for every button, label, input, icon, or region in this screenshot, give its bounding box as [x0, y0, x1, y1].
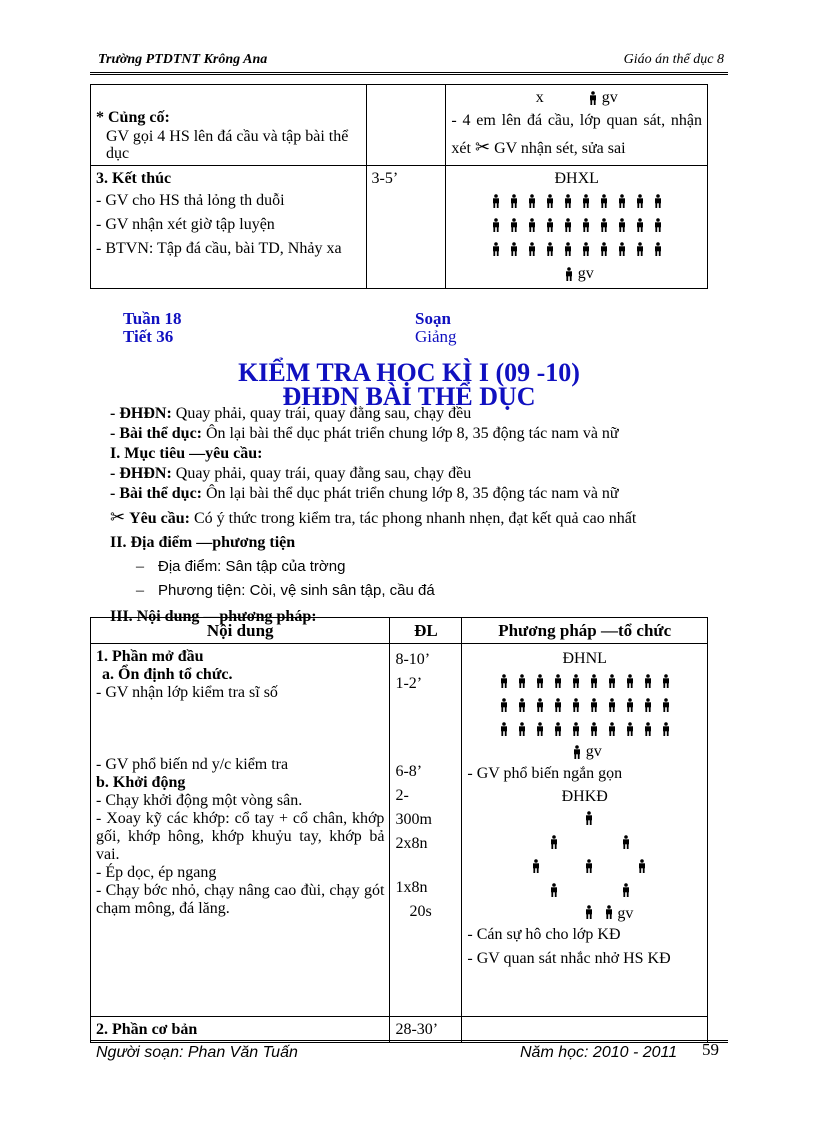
person-icon — [517, 674, 527, 688]
person-icon — [564, 267, 574, 281]
person-icon — [599, 218, 609, 232]
method-text: - 4 em lên đá cầu, lớp quan sát, nhận xét ✂ GV nhận sét, sửa sai — [451, 112, 702, 157]
person-icon — [563, 194, 573, 208]
person-icon — [527, 242, 537, 256]
content-cell — [91, 166, 367, 289]
person-icon — [549, 883, 559, 897]
objectives-title: I. Mục tiêu —yêu cầu: — [110, 445, 263, 462]
content-cell — [91, 85, 367, 166]
formation-label: ĐHXL — [554, 170, 599, 187]
person-icon — [527, 194, 537, 208]
person-icon — [617, 218, 627, 232]
table-header-row — [91, 618, 708, 644]
person-icon — [531, 859, 541, 873]
person-icon — [653, 218, 663, 232]
method-text: - Cán sự hô cho lớp KĐ — [467, 926, 621, 943]
person-icon — [527, 218, 537, 232]
ending-line: - GV nhận xét giờ tập luyện — [96, 216, 275, 233]
page-title: KIỂM TRA HỌC KÌ I (09 -10) — [238, 358, 580, 387]
place-title: II. Địa điểm —phương tiện — [110, 534, 296, 551]
place-item: – Địa điểm: Sân tập của trờng — [136, 558, 346, 575]
person-icon — [563, 218, 573, 232]
main-table — [90, 617, 708, 1043]
person-icon — [589, 722, 599, 736]
formation-row — [467, 669, 702, 693]
gv-label: gv — [577, 265, 594, 282]
content-cell: 1. Phần mở đầu a. Ổn định tổ chức. - GV nhận lớp kiểm tra sĩ số - GV phổ biến nd y/c kiểm tra b. Khởi động - Chạy khởi động một vòng sân. - Xoay kỹ các khớp: cổ tay + cổ chân, khớp gối, khớp hông, khớp khuỷu tay, khớp bả vai. - Ép dọc, ép ngang - Chạy bớc nhỏ, chạy nâng cao đùi, chạy gót chạm mông, đá lăng. — [91, 644, 390, 1017]
person-icon — [491, 194, 501, 208]
footer-divider — [90, 1040, 728, 1043]
formation-row — [451, 213, 702, 237]
person-icon — [617, 242, 627, 256]
teacher-position — [451, 263, 702, 284]
method-cell — [446, 85, 708, 166]
table-row — [91, 1017, 708, 1043]
person-icon — [661, 698, 671, 712]
prepared-label: Soạn — [415, 309, 451, 328]
scissors-icon: ✂ — [474, 137, 491, 157]
person-icon — [635, 194, 645, 208]
person-icon — [517, 698, 527, 712]
method-formation-line — [451, 87, 702, 108]
formation-row — [467, 717, 702, 741]
gv-label: gv — [585, 743, 602, 760]
time-value: 3-5’ — [371, 170, 399, 187]
person-icon — [509, 194, 519, 208]
person-icon — [653, 242, 663, 256]
person-icon — [581, 194, 591, 208]
intro-section: - ĐHĐN: Quay phải, quay trái, quay đằng sau, chạy đều - Bài thể dục: Ôn lại bài thể dục phát triển chung lớp 8, 35 động tác nam và nữ I. Mục tiêu —yêu cầu: - ĐHĐN: Quay phải, quay trái, quay đằng sau, chạy đều - Bài thể dục: Ôn lại bài thể dục phát triển chung lớp 8, 35 động tác nam và nữ ✂ Yêu cầu: Có ý thức trong kiểm tra, tác phong nhanh nhẹn, đạt kết quả cao nhất II. Địa điểm —phương tiện – Địa điểm: Sân tập của trờng – Phương tiện: Còi, vệ sinh sân tập, cầu đá III. Nội dung —phương pháp: — [110, 404, 730, 627]
formation-label: ĐHKĐ — [561, 788, 608, 805]
person-icon — [553, 722, 563, 736]
person-icon — [509, 218, 519, 232]
week: Tuần 18 — [123, 309, 182, 328]
review-text: GV gọi 4 HS lên đá cầu và tập bài thể dục — [106, 128, 349, 162]
person-icon — [581, 218, 591, 232]
person-icon — [563, 242, 573, 256]
person-icon — [625, 722, 635, 736]
x-mark: x — [535, 89, 544, 106]
ending-line: - BTVN: Tập đá cầu, bài TD, Nhảy xa — [96, 240, 342, 257]
formation-label: ĐHNL — [562, 650, 607, 667]
scissors-icon: ✂ — [110, 507, 126, 527]
person-icon — [549, 835, 559, 849]
content-title: III. Nội dung —phương pháp: — [110, 608, 317, 625]
table-row — [91, 166, 708, 289]
page-subtitle: ĐHĐN BÀI THỂ DỤC — [282, 382, 536, 411]
dl-cell: 28-30’ — [390, 1017, 462, 1043]
person-icon — [617, 194, 627, 208]
method-text: - GV phổ biến ngắn gọn — [467, 765, 623, 782]
content-cell: 2. Phần cơ bản — [91, 1017, 390, 1043]
person-icon — [581, 242, 591, 256]
person-icon — [584, 905, 594, 919]
person-icon — [607, 674, 617, 688]
table-row — [91, 644, 708, 1017]
method-text: - GV quan sát nhắc nhở HS KĐ — [467, 950, 671, 967]
method-cell — [446, 166, 708, 289]
time-cell — [366, 85, 446, 166]
ending-line: - GV cho HS thả lỏng th duỗi — [96, 192, 285, 209]
person-icon — [635, 242, 645, 256]
top-table — [90, 84, 708, 289]
person-icon — [599, 242, 609, 256]
person-icon — [621, 883, 631, 897]
person-icon — [535, 722, 545, 736]
time-cell — [366, 166, 446, 289]
person-icon — [625, 698, 635, 712]
person-icon — [499, 722, 509, 736]
page-number: 59 — [702, 1040, 719, 1059]
person-icon — [661, 722, 671, 736]
header-divider — [90, 72, 728, 75]
person-icon — [625, 674, 635, 688]
col-header: Nội dung — [91, 618, 390, 644]
person-icon — [635, 218, 645, 232]
person-icon — [607, 698, 617, 712]
person-icon — [643, 722, 653, 736]
person-icon — [607, 722, 617, 736]
person-icon — [571, 722, 581, 736]
gv-label: gv — [617, 905, 634, 922]
gv-label: gv — [601, 89, 618, 106]
person-icon — [517, 722, 527, 736]
teacher-position — [467, 741, 702, 762]
header-school: Trường PTDTNT Krông Ana — [98, 52, 268, 67]
review-title: * Củng cố: — [96, 109, 170, 126]
formation-row — [467, 693, 702, 717]
person-icon — [589, 674, 599, 688]
person-icon — [545, 242, 555, 256]
ending-title: 3. Kết thúc — [96, 170, 172, 187]
person-icon — [572, 745, 582, 759]
person-icon — [637, 859, 647, 873]
period: Tiết 36 — [123, 327, 174, 346]
person-icon — [653, 194, 663, 208]
person-icon — [571, 698, 581, 712]
taught-label: Giảng — [415, 327, 457, 346]
person-icon — [604, 905, 614, 919]
person-icon — [553, 698, 563, 712]
person-icon — [643, 674, 653, 688]
person-icon — [491, 242, 501, 256]
person-icon — [584, 811, 594, 825]
person-icon — [588, 91, 598, 105]
method-cell — [462, 644, 708, 1017]
person-icon — [509, 242, 519, 256]
person-icon — [499, 674, 509, 688]
header-subject: Giáo án thể dục 8 — [623, 52, 724, 67]
col-header: Phương pháp —tổ chức — [462, 618, 708, 644]
circle-formation — [467, 807, 702, 922]
footer-year: Năm học: 2010 - 2011 — [520, 1044, 678, 1061]
person-icon — [599, 194, 609, 208]
person-icon — [545, 194, 555, 208]
person-icon — [535, 674, 545, 688]
place-item: – Phương tiện: Còi, vệ sinh sân tập, cầu đá — [136, 582, 435, 599]
person-icon — [621, 835, 631, 849]
dl-cell: 8-10’ 1-2’ 6-8’ 2- 300m 2x8n 1x8n 20s — [390, 644, 462, 1017]
formation-row — [451, 237, 702, 261]
person-icon — [589, 698, 599, 712]
person-icon — [643, 698, 653, 712]
method-cell — [462, 1017, 708, 1043]
person-icon — [545, 218, 555, 232]
person-icon — [661, 674, 671, 688]
person-icon — [499, 698, 509, 712]
footer-author: Người soạn: Phan Văn Tuấn — [96, 1044, 298, 1061]
col-header: ĐL — [390, 618, 462, 644]
person-icon — [553, 674, 563, 688]
person-icon — [571, 674, 581, 688]
table-row — [91, 85, 708, 166]
formation-row — [451, 189, 702, 213]
person-icon — [584, 859, 594, 873]
person-icon — [491, 218, 501, 232]
person-icon — [535, 698, 545, 712]
